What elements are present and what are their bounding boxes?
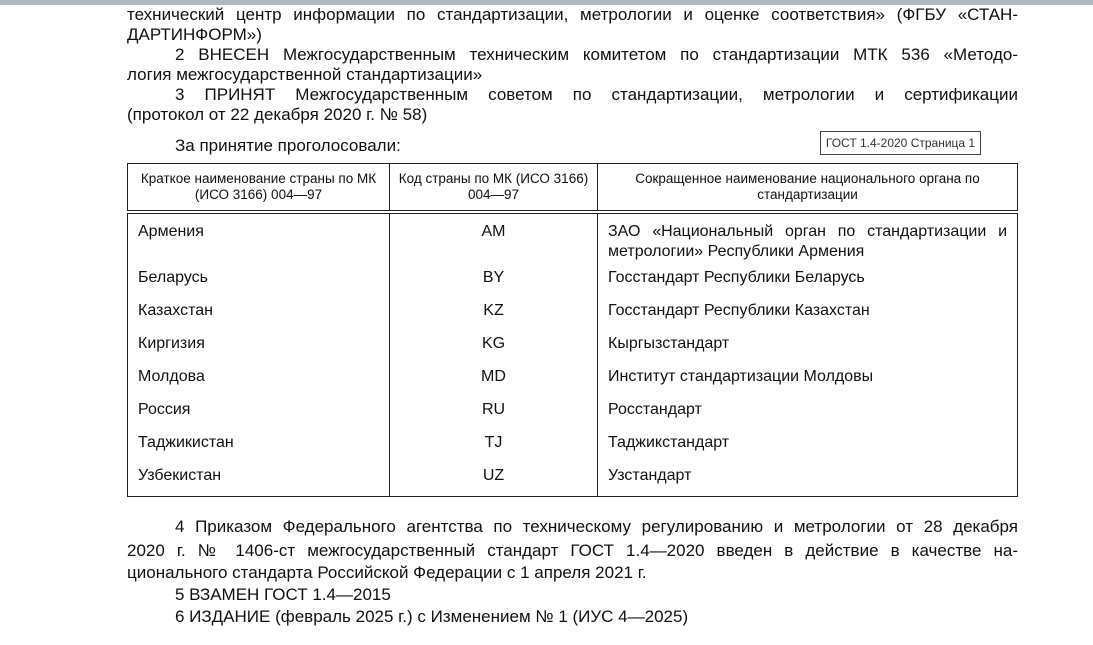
national-body: Таджикстандарт — [598, 433, 1018, 466]
viewer-toolbar-edge — [0, 0, 1093, 5]
national-body: Кыргызстандарт — [598, 334, 1018, 367]
text-line: 3 ПРИНЯТ Межгосударственным советом по стандартизации, метрологии и сертификации — [175, 85, 1018, 104]
country-code: AM — [390, 212, 598, 268]
header-country: Краткое наименование страны по МК (ИСО 3166) 004—97 — [128, 164, 390, 213]
page-indicator: ГОСТ 1.4-2020 Страница 1 — [820, 131, 981, 155]
country: Беларусь — [128, 268, 390, 301]
country-code: KG — [390, 334, 598, 367]
text-line: 5 ВЗАМЕН ГОСТ 1.4—2015 — [175, 585, 391, 604]
table-row — [128, 268, 1018, 301]
country: Казахстан — [128, 301, 390, 334]
text-line: 4 Приказом Федерального агентства по техническому регулированию и метрологии от 28 декабря — [175, 517, 1018, 536]
voted-label: За принятие проголосовали: — [175, 136, 401, 155]
national-body: Росстандарт — [598, 400, 1018, 433]
table-row — [128, 367, 1018, 400]
table-row — [128, 301, 1018, 334]
country-code: TJ — [390, 433, 598, 466]
text-line: технический центр информации по стандартизации, метрологии и оценке соответствия» (ФГБУ «СТАН- — [127, 5, 1018, 24]
country-code: MD — [390, 367, 598, 400]
text-line: ДАРТИНФОРМ») — [127, 25, 262, 44]
national-body: Госстандарт Республики Казахстан — [598, 301, 1018, 334]
country-code: UZ — [390, 466, 598, 497]
text-line: 6 ИЗДАНИЕ (февраль 2025 г.) с Изменением № 1 (ИУС 4—2025) — [175, 607, 689, 626]
table-row — [128, 466, 1018, 497]
member-states-table — [127, 163, 1018, 497]
country-code: RU — [390, 400, 598, 433]
country: Молдова — [128, 367, 390, 400]
national-body: Узстандарт — [598, 466, 1018, 497]
table-row — [128, 334, 1018, 367]
country: Узбекистан — [128, 466, 390, 497]
table-row — [128, 212, 1018, 268]
text-line: 2020 г. № 1406-ст межгосударственный стандарт ГОСТ 1.4—2020 введен в действие в качестве на- — [127, 541, 1018, 560]
header-body: Сокращенное наименование национального органа по стандартизации — [598, 164, 1018, 213]
text-line: (протокол от 22 декабря 2020 г. № 58) — [127, 105, 428, 124]
country: Армения — [128, 212, 390, 268]
country-code: KZ — [390, 301, 598, 334]
country: Россия — [128, 400, 390, 433]
country-code: BY — [390, 268, 598, 301]
header-code: Код страны по МК (ИСО 3166) 004—97 — [390, 164, 598, 213]
text-line: 2 ВНЕСЕН Межгосударственным техническим комитетом по стандартизации МТК 536 «Методо- — [175, 45, 1018, 64]
national-body: Госстандарт Республики Беларусь — [598, 268, 1018, 301]
text-line: ционального стандарта Российской Федерации с 1 апреля 2021 г. — [127, 563, 647, 582]
national-body: ЗАО «Национальный орган по стандартизации и метрологии» Республики Армения — [598, 212, 1018, 268]
country: Киргизия — [128, 334, 390, 367]
table-row — [128, 400, 1018, 433]
table-header-row — [128, 164, 1018, 213]
text-line: логия межгосударственной стандартизации» — [127, 65, 483, 84]
country: Таджикистан — [128, 433, 390, 466]
national-body: Институт стандартизации Молдовы — [598, 367, 1018, 400]
table-row — [128, 433, 1018, 466]
